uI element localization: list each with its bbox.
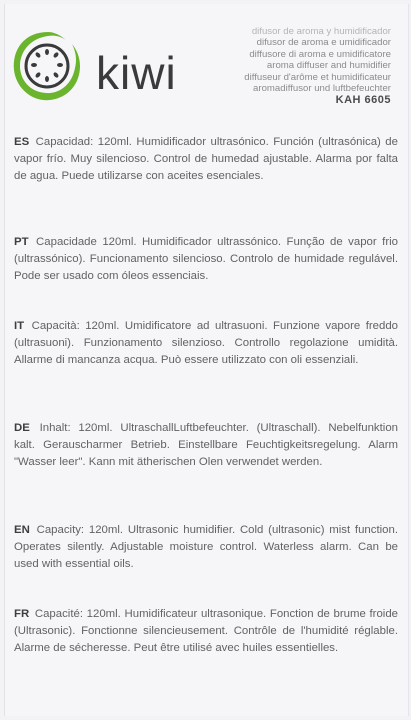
- kiwi-logo: [10, 28, 200, 108]
- header: [0, 0, 411, 120]
- desc-text: Capacidade 120ml. Humidificador ultrassónico. Função de vapor frio (ultrassónico). Funcionamento silencioso. Controlo de humidade regulável. Pode ser usado com óleos essenciais.: [14, 236, 398, 282]
- desc-block-es: [14, 134, 398, 185]
- model-number: KAH 6605: [335, 94, 391, 107]
- subtitle-it: diffusore di aroma e umidificatore: [249, 48, 391, 60]
- lang-code: FR: [14, 608, 33, 620]
- subtitle-en: aroma diffuser and humidifier: [266, 60, 391, 72]
- lang-code: DE: [14, 422, 38, 434]
- lang-code: EN: [14, 524, 35, 536]
- subtitle-de: aromadiffusor und luftbefeuchter: [253, 83, 391, 95]
- desc-block-fr: [14, 606, 398, 657]
- lang-code: IT: [14, 320, 30, 332]
- desc-block-it: [14, 318, 398, 369]
- desc-block-pt: [14, 234, 398, 285]
- desc-block-en: [14, 522, 398, 573]
- lang-code: ES: [14, 136, 34, 148]
- desc-text: Capacità: 120ml. Umidificatore ad ultrasuoni. Funzione vapore freddo (ultrasuoni). Funzionamento silenzioso. Controllo regolazione umidità. Allarme di mancanza acqua. Può essere utilizzato con oli essenziali.: [14, 320, 398, 366]
- desc-text: Inhalt: 120ml. UltraschallLuftbefeuchter. (Ultraschall). Nebelfunktion kalt. Gerauscharmer Betrieb. Einstellbare Feuchtigkeitsregelung. Alarm "Wasser leer". Kann mit ätherischen Olen verwendet werden.: [14, 422, 398, 468]
- product-subtitles: [244, 26, 391, 107]
- kiwi-fruit-icon: [10, 28, 90, 108]
- subtitle-es: difusor de aroma y humidificador: [251, 26, 391, 37]
- subtitle-fr: diffuseur d'arôme et humidificateur: [244, 71, 391, 83]
- desc-text: Capacity: 120ml. Ultrasonic humidifier. Cold (ultrasonic) mist function. Operates silently. Adjustable moisture control. Waterless alarm. Can be used with essential oils.: [14, 524, 398, 570]
- desc-text: Capacité: 120ml. Humidificateur ultrasonique. Fonction de brume froide (Ultrasonic). Fonctionne silencieusement. Contrôle de l'humidité réglable. Alarme de sécheresse. Peut être utilisé avec huiles essentielles.: [14, 608, 398, 654]
- lang-code: PT: [14, 236, 35, 248]
- desc-text: Capacidad: 120ml. Humidificador ultrasónico. Función (ultrasónica) de vapor frío. Muy silencioso. Control de humedad ajustable. Alarma por falta de agua. Puede utilizarse con aceites esenciales.: [14, 136, 398, 182]
- subtitle-pt: difusor de aroma e umidificador: [256, 37, 391, 49]
- desc-block-de: [14, 420, 398, 471]
- brand-wordmark: kiwi: [96, 47, 177, 99]
